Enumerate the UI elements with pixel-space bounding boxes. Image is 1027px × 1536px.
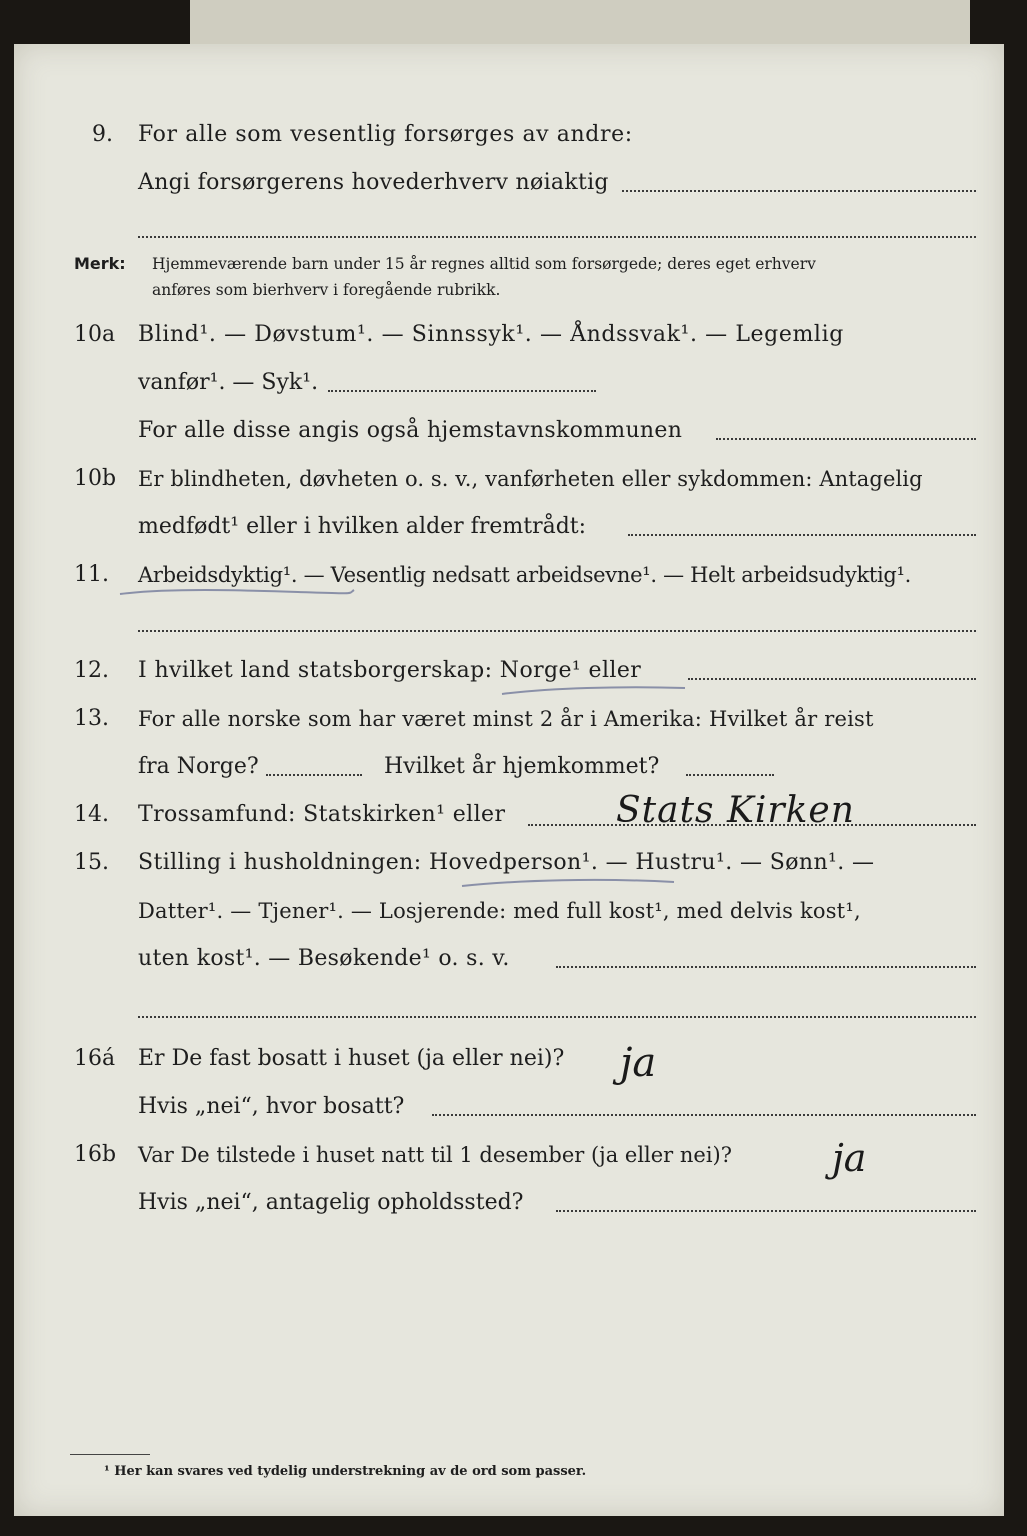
q10a-number: 10a xyxy=(74,322,116,347)
q15-answer-line-2 xyxy=(138,1016,976,1018)
q9-number: 9. xyxy=(92,122,113,147)
q10a-answer-line xyxy=(328,390,596,392)
q16b-handwritten-answer: ja xyxy=(832,1136,867,1180)
q14-line1: Trossamfund: Statskirken¹ eller xyxy=(138,802,506,827)
q14-handwritten-answer: Stats Kirken xyxy=(616,790,855,831)
q10b-answer-line xyxy=(628,534,976,536)
q11-pencil-underline xyxy=(118,584,358,604)
q10a-line1: Blind¹. — Døvstum¹. — Sinnssyk¹. — Åndssvak¹. — Legemlig xyxy=(138,322,844,347)
q10a-line2: vanfør¹. — Syk¹. xyxy=(138,370,319,395)
q15-line3: uten kost¹. — Besøkende¹ o. s. v. xyxy=(138,946,510,971)
merk-line1: Hjemmeværende barn under 15 år regnes alltid som forsørgede; deres eget erhverv xyxy=(152,255,816,273)
q9-line1: For alle som vesentlig forsørges av andre: xyxy=(138,122,633,147)
q9-answer-line-2 xyxy=(138,236,976,238)
footnote-text: ¹ Her kan svares ved tydelig understrekning av de ord som passer. xyxy=(104,1464,587,1479)
q9-line2: Angi forsørgerens hovederhverv nøiaktig xyxy=(138,170,609,195)
q10a-hjemstavn-line xyxy=(716,438,976,440)
q13-number: 13. xyxy=(74,706,109,731)
footnote-rule xyxy=(70,1454,150,1455)
q16b-line1: Var De tilstede i huset natt til 1 desember (ja eller nei)? xyxy=(138,1143,733,1167)
q10b-line2: medfødt¹ eller i hvilken alder fremtrådt: xyxy=(138,514,587,539)
paper-fragment-top xyxy=(190,0,970,44)
q13-line2b: Hvilket år hjemkommet? xyxy=(384,754,660,779)
q16a-line2: Hvis „nei“, hvor bosatt? xyxy=(138,1094,405,1119)
q16a-line1: Er De fast bosatt i huset (ja eller nei)? xyxy=(138,1046,565,1071)
q16a-number: 16á xyxy=(74,1046,116,1071)
q13-line2a: fra Norge? xyxy=(138,754,259,779)
merk-line2: anføres som bierhverv i foregående rubrikk. xyxy=(152,281,501,299)
q9-answer-line xyxy=(622,190,976,192)
q15-pencil-underline xyxy=(460,874,680,894)
q10b-line1: Er blindheten, døvheten o. s. v., vanførheten eller sykdommen: Antagelig xyxy=(138,467,923,491)
q12-line1: I hvilket land statsborgerskap: Norge¹ eller xyxy=(138,658,642,683)
q16b-answer-line xyxy=(556,1210,976,1212)
q12-number: 12. xyxy=(74,658,109,683)
q11-line1: Arbeidsdyktig¹. — Vesentlig nedsatt arbeidsevne¹. — Helt arbeidsudyktig¹. xyxy=(138,563,912,587)
q14-number: 14. xyxy=(74,802,109,827)
q13-reist-line xyxy=(266,774,362,776)
q13-line1: For alle norske som har været minst 2 år i Amerika: Hvilket år reist xyxy=(138,707,874,731)
q11-number: 11. xyxy=(74,562,109,587)
q13-hjemkommet-line xyxy=(686,774,774,776)
q10a-line3: For alle disse angis også hjemstavnskommunen xyxy=(138,418,683,443)
q16a-answer-line xyxy=(432,1114,976,1116)
q15-number: 15. xyxy=(74,850,109,875)
q15-answer-line xyxy=(556,966,976,968)
q15-line1: Stilling i husholdningen: Hovedperson¹. — Hustru¹. — Sønn¹. — xyxy=(138,850,875,875)
merk-label: Merk: xyxy=(74,254,126,273)
q10b-number: 10b xyxy=(74,466,117,491)
q11-answer-line xyxy=(138,630,976,632)
q16b-line2: Hvis „nei“, antagelig opholdssted? xyxy=(138,1190,524,1215)
q16a-handwritten-answer: ja xyxy=(620,1040,657,1086)
q15-line2: Datter¹. — Tjener¹. — Losjerende: med full kost¹, med delvis kost¹, xyxy=(138,899,861,923)
q12-answer-line xyxy=(688,678,976,680)
q16b-number: 16b xyxy=(74,1142,117,1167)
q12-pencil-underline xyxy=(500,682,690,702)
